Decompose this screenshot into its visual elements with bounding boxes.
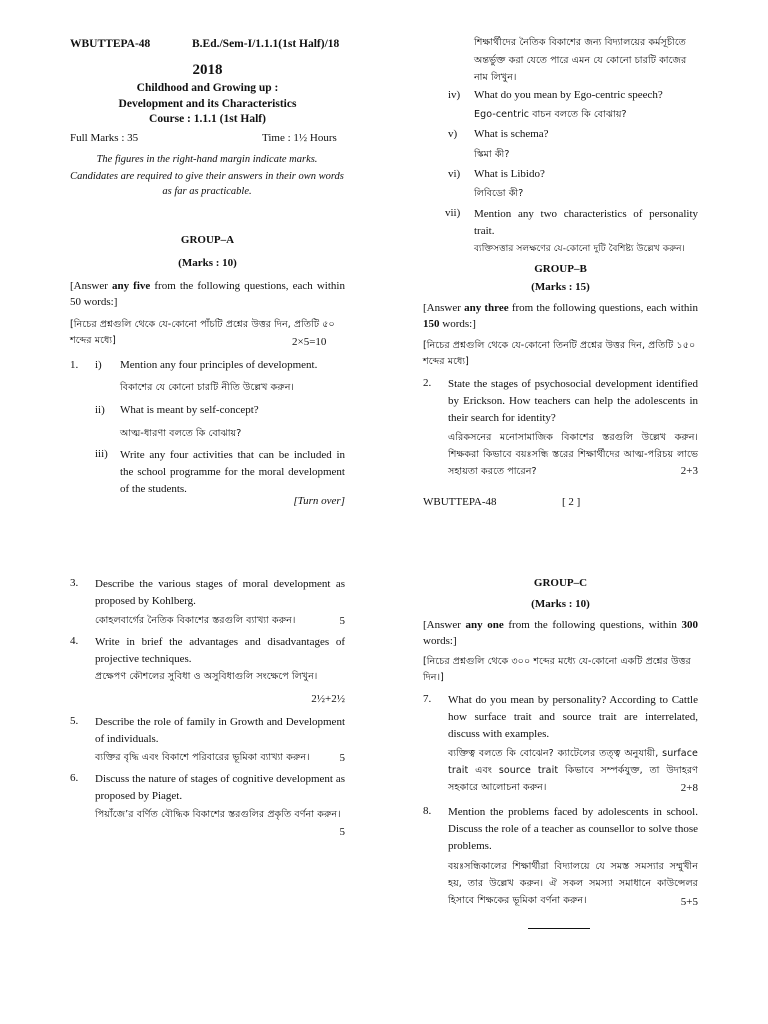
group-c-marks: (Marks : 10) [531,598,590,610]
item-label: v) [448,128,458,140]
question-text: Mention the problems faced by adolescents in school. Discuss the role of a teacher as counsellor to solve those problems. [448,806,698,853]
question-number: 4. [70,635,79,647]
item-label: iii) [95,448,108,460]
group-b-title: GROUP–B [534,263,587,275]
title-line-2: Development and its Characteristics [118,98,297,110]
item-text-bn: ব্যক্তিসত্তার সলক্ষণের যে-কোনো দুটি বৈশিষ্ট্য উল্লেখ করুন। [474,244,685,254]
question-marks: 5+5 [680,896,698,908]
group-a-title: GROUP–A [180,234,235,246]
item-text: Mention any four principles of development. [120,359,318,371]
instructions-line-2: Candidates are required to give their answers in their own words as far as practicable. [70,171,344,198]
group-a-marks: (Marks : 10) [178,257,237,269]
question-text-bn: ব্যক্তিত্ব বলতে কি বোঝেন? ক্যাটেলের তত্ত্ব অনুযায়ী, surface trait এবং source trait কিভাবে সম্পর্কযুক্ত, তা উদাহরণ সহকারে আলোচনা করুন। [448,748,698,794]
group-c-title: GROUP–C [533,577,588,589]
question-marks: 2+8 [680,782,698,794]
group-c-instruction: [Answer any one from the following questions, within 300 words:] [423,619,698,647]
item-label: i) [95,359,102,371]
question-text-bn: পিয়াঁজে’র বর্ণিত বৌদ্ধিক বিকাশের স্তরগুলির প্রকৃতি বর্ণনা করুন। [95,809,341,820]
question-text-bn: ব্যক্তির বৃদ্ধি এবং বিকাশে পরিবারের ভূমিকা ব্যাখ্যা করুন। [95,752,310,763]
question-marks: 5 [339,826,345,838]
item-label: ii) [95,404,105,416]
turn-over: [Turn over] [293,495,345,507]
question-text: Write in brief the advantages and disadvantages of projective techniques. [95,636,345,666]
item-text-bn: স্কিমা কী? [474,149,510,160]
item-text: What is Libido? [474,168,545,180]
page-number: [ 2 ] [562,496,581,508]
question-number: 8. [423,805,432,817]
question-number: 7. [423,693,432,705]
question-text: Describe the various stages of moral development as proposed by Kohlberg. [95,578,345,608]
question-text: Describe the role of family in Growth and Development of individuals. [95,716,345,746]
item-label: iv) [448,89,461,101]
item-text-bn: Ego-centric বাচন বলতে কি বোঝায়? [474,109,627,120]
question-number: 3. [70,577,79,589]
title-line-1: Childhood and Growing up : [136,82,279,94]
group-a-instruction-bn: [নিচের প্রশ্নগুলি থেকে যে-কোনো পাঁচটি প্রশ্নের উত্তর দিন, প্রতিটি ৫০ শব্দের মধ্যে] [70,319,335,347]
paper-code: WBUTTEPA-48 [70,38,151,50]
question-text-bn: প্রক্ষেপণ কৌশলের সুবিধা ও অসুবিধাগুলি সংক্ষেপে লিখুন। [95,671,318,682]
full-marks: Full Marks : 35 [70,132,139,144]
question-text: What do you mean by personality? According to Cattle how surface trait and source trait are interrelated, discuss with examples. [448,694,698,741]
question-number: 2. [423,377,432,389]
question-marks: 2½+2½ [311,693,345,705]
title-line-3: Course : 1.1.1 (1st Half) [149,113,266,125]
question-text-bn: বয়ঃসন্ধিকালের শিক্ষার্থীরা বিদ্যালয়ে যে সমস্ত সমস্যার সম্মুখীন হয়, তার উল্লেখ করুন। ঐ সকল সমস্যা সমাধানে কাউন্সেলর হিসাবে শিক্ষকের ভূমিকা বর্ণনা করুন। [448,861,698,907]
question-marks: 5 [339,615,345,627]
end-rule [528,928,590,929]
question-number: 1. [70,359,79,371]
item-label: vii) [445,207,461,219]
question-marks: 5 [339,752,345,764]
group-b-marks: (Marks : 15) [531,281,590,293]
question-marks: 2+3 [680,465,698,477]
group-a-marks-calc: 2×5=10 [292,336,327,348]
group-a-instruction: [Answer any five from the following questions, each within 50 words:] [70,280,345,308]
item-label: vi) [448,168,461,180]
item-text: Mention any two characteristics of personality trait. [474,208,698,238]
group-c-instruction-bn: [নিচের প্রশ্নগুলি থেকে ৩০০ শব্দের মধ্যে যে-কোনো একটি প্রশ্নের উত্তর দিন।] [423,656,691,684]
item-text-bn: বিকাশের যে কোনো চারটি নীতি উল্লেখ করুন। [120,382,294,393]
question-text-bn: এরিকসনের মনোসামাজিক বিকাশের স্তরগুলি উল্লেখ করুন। শিক্ষকরা কিভাবে বয়ঃসন্ধি স্তরের শিক্ষার্থীদের আত্ম-পরিচয় লাভে সহায়তা করতে পারেন? [448,432,698,478]
course-code: B.Ed./Sem-I/1.1.1(1st Half)/18 [192,38,340,50]
item-text: What is schema? [474,128,549,140]
item-text: Write any four activities that can be included in the school programme for the moral development of the students. [120,449,345,496]
exam-year: 2018 [192,62,223,78]
footer-paper-code: WBUTTEPA-48 [423,496,497,508]
instructions-line-1: The figures in the right-hand margin indicate marks. [96,154,318,165]
item-text-bn: শিক্ষার্থীদের নৈতিক বিকাশের জন্য বিদ্যালয়ের কর্মসূচীতে অন্তর্ভুক্ত করা যেতে পারে এমন যে কোনো চারটি কাজের নাম লিখুন। [474,37,687,84]
item-text-bn: লিবিডো কী? [474,188,524,199]
item-text: What do you mean by Ego-centric speech? [474,89,663,101]
time-allowed: Time : 1½ Hours [262,132,337,144]
question-number: 6. [70,772,79,784]
question-text: Discuss the nature of stages of cognitive development as proposed by Piaget. [95,773,345,803]
question-text: State the stages of psychosocial development identified by Erickson. How teachers can help the adolescents in their search for identity? [448,378,698,425]
group-b-instruction: [Answer any three from the following questions, each within 150 words:] [423,302,698,330]
question-text-bn: কোহলবার্গের নৈতিক বিকাশের স্তরগুলি ব্যাখ্যা করুন। [95,615,296,626]
item-text: What is meant by self-concept? [120,404,259,416]
question-number: 5. [70,715,79,727]
group-b-instruction-bn: [নিচের প্রশ্নগুলি থেকে যে-কোনো তিনটি প্রশ্নের উত্তর দিন, প্রতিটি ১৫০ শব্দের মধ্যে] [423,340,696,368]
item-text-bn: আত্ম-ধারণা বলতে কি বোঝায়? [120,428,242,439]
